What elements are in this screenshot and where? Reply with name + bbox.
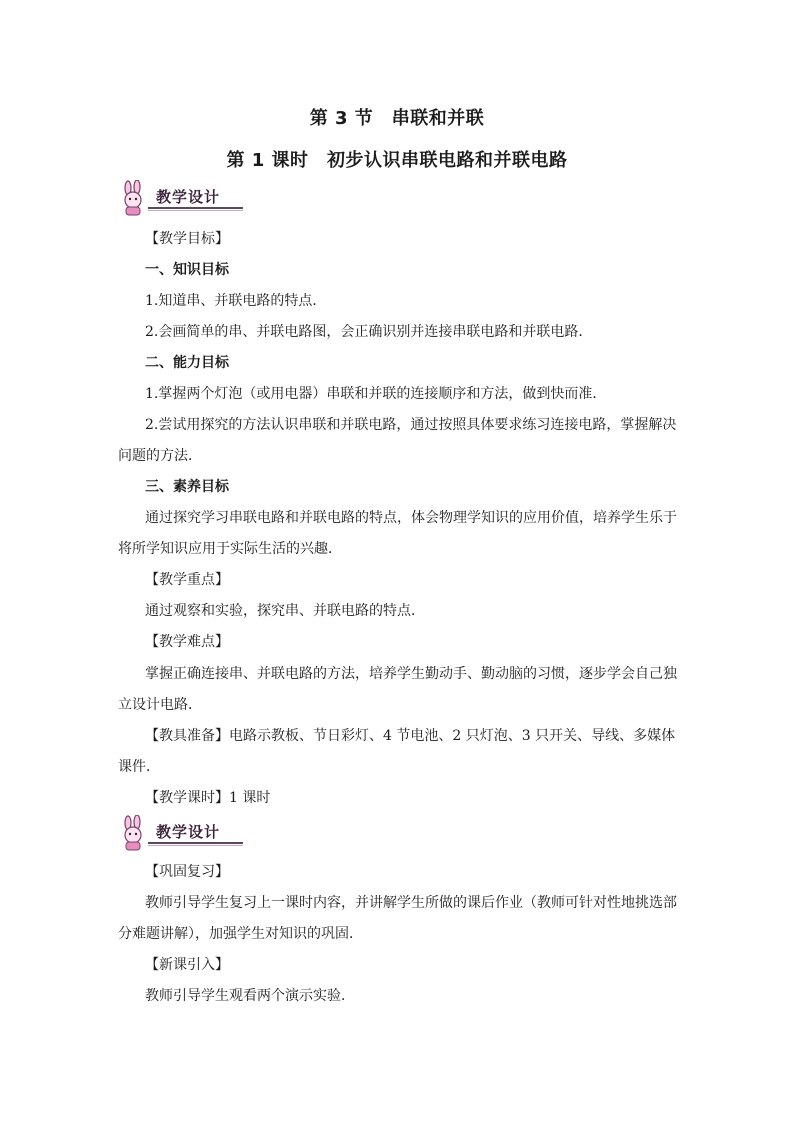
hours-line xyxy=(145,788,678,808)
review-text: 教师引导学生复习上一课时内容，并讲解学生所做的课后作业（教师可针对性地挑选部 xyxy=(145,895,677,911)
bunny-icon xyxy=(118,815,152,851)
ability-heading: 二、能力目标 xyxy=(145,355,229,371)
knowledge-heading: 一、知识目标 xyxy=(145,262,229,278)
ability-item: 2.尝试用探究的方法认识串联和并联电路，通过按照具体要求练习连接电路，掌握解决 xyxy=(145,417,677,433)
lesson-title: 第 1 课时 初步认识串联电路和并联电路 xyxy=(226,150,568,171)
badge-label: 教学设计 xyxy=(156,188,221,206)
key-points-text: 通过观察和实验，探究串、并联电路的特点． xyxy=(145,603,425,619)
badge-underline xyxy=(148,842,243,844)
materials-text-continuation: 课件． xyxy=(118,759,160,775)
badge-underline-shadow xyxy=(148,210,243,211)
teaching-design-badge xyxy=(118,180,243,216)
difficulties-text: 掌握正确连接串、并联电路的方法，培养学生勤动手、勤动脑的习惯，逐步学会自己独 xyxy=(145,666,677,682)
intro-heading: 【新课引入】 xyxy=(145,957,229,973)
materials-heading: 【教具准备】 xyxy=(145,728,229,744)
hours-value: 1 课时 xyxy=(229,790,271,806)
difficulties-heading: 【教学难点】 xyxy=(145,634,229,650)
hours-heading: 【教学课时】 xyxy=(145,790,229,806)
badge-underline-shadow xyxy=(148,845,243,846)
knowledge-item: 2.会画简单的串、并联电路图，会正确识别并连接串联电路和并联电路． xyxy=(145,324,593,340)
intro-text: 教师引导学生观看两个演示实验． xyxy=(145,988,355,1004)
ability-item: 1.掌握两个灯泡（或用电器）串联和并联的连接顺序和方法，做到快而准． xyxy=(145,386,607,402)
teaching-design-badge xyxy=(118,815,243,851)
difficulties-text-continuation: 立设计电路． xyxy=(118,697,202,713)
knowledge-item: 1.知道串、并联电路的特点． xyxy=(145,293,327,309)
objectives-heading: 【教学目标】 xyxy=(145,231,229,247)
literacy-heading: 三、素养目标 xyxy=(145,479,229,495)
review-heading: 【巩固复习】 xyxy=(145,864,229,880)
materials-line xyxy=(145,726,678,746)
literacy-text: 通过探究学习串联电路和并联电路的特点，体会物理学知识的应用价值，培养学生乐于 xyxy=(145,510,677,526)
literacy-text-continuation: 将所学知识应用于实际生活的兴趣． xyxy=(118,541,342,557)
review-text-continuation: 分难题讲解），加强学生对知识的巩固． xyxy=(118,926,363,942)
key-points-heading: 【教学重点】 xyxy=(145,572,229,588)
badge-label: 教学设计 xyxy=(156,823,221,841)
section-title: 第 3 节 串联和并联 xyxy=(309,108,485,129)
badge-underline xyxy=(148,207,243,209)
materials-text: 电路示教板、节日彩灯、4 节电池、2 只灯泡、3 只开关、导线、多媒体 xyxy=(229,728,676,744)
ability-item-continuation: 问题的方法． xyxy=(118,448,202,464)
bunny-icon xyxy=(118,180,152,216)
